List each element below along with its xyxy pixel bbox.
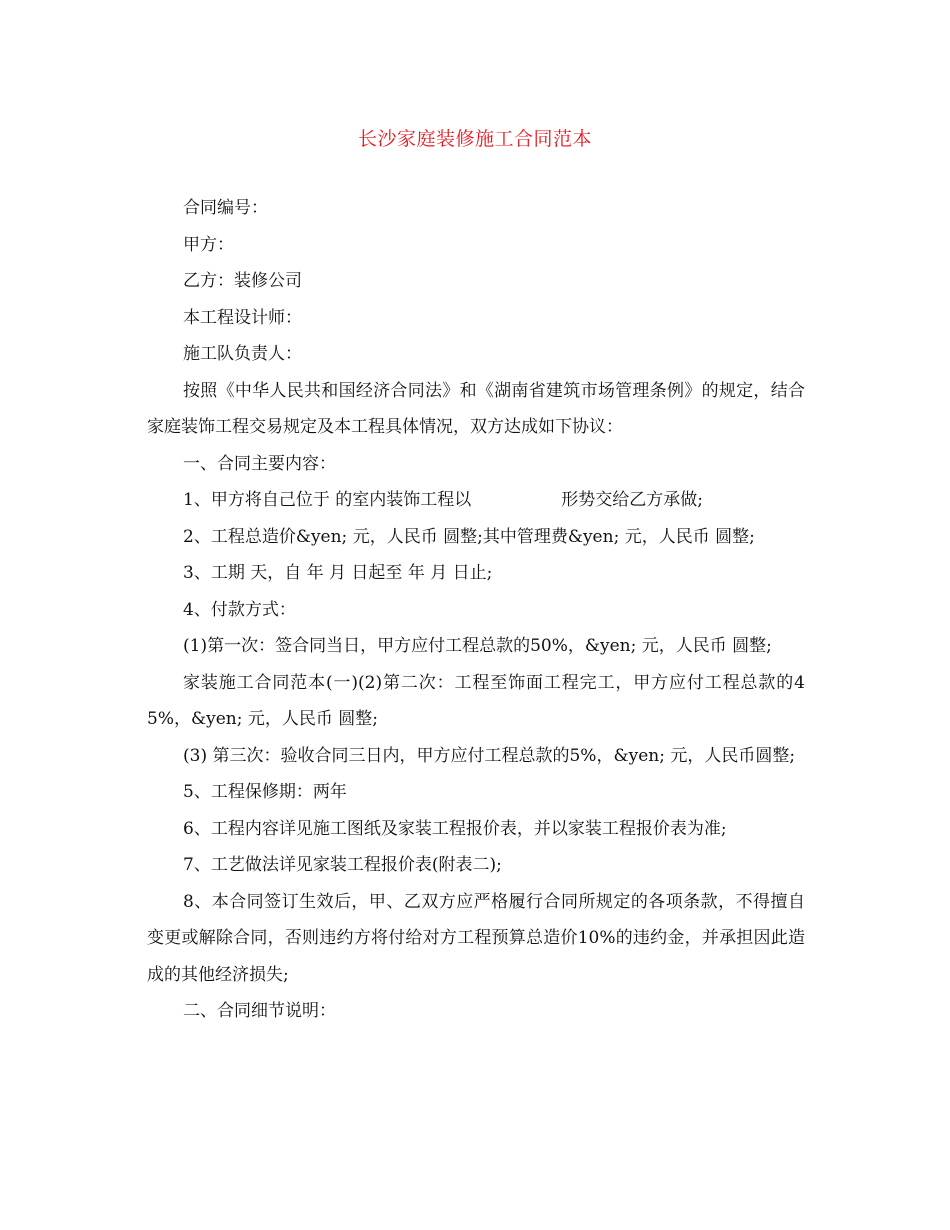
section-heading-main-content: 一、合同主要内容： — [183, 453, 336, 474]
paragraph-item-7: 7、工艺做法详见家装工程报价表(附表二); — [183, 855, 502, 875]
paragraph-contract-number: 合同编号： — [183, 198, 268, 218]
paragraph-item-6: 6、工程内容详见施工图纸及家装工程报价表，并以家装工程报价表为准; — [183, 818, 727, 839]
paragraph-item-3: 3、工期 天，自 年 月 日起至 年 月 日止; — [183, 563, 493, 583]
paragraph-item-4: 4、付款方式： — [183, 599, 296, 620]
paragraph-item-1 — [147, 482, 805, 519]
paragraph-party-b: 乙方：装修公司 — [183, 271, 302, 291]
paragraph-payment-1: (1)第一次：签合同当日，甲方应付工程总款的50%，&yen; 元，人民币 圆整; — [183, 636, 772, 656]
paragraph-item-5: 5、工程保修期：两年 — [183, 782, 347, 802]
paragraph-item-2: 2、工程总造价&yen; 元，人民币 圆整;其中管理费&yen; 元，人民币 圆整; — [183, 526, 755, 547]
paragraph-party-a: 甲方： — [183, 234, 234, 255]
item-1-text-end: 形势交给乙方承做; — [561, 490, 703, 510]
paragraph-designer: 本工程设计师： — [183, 307, 302, 328]
document-title: 长沙家庭装修施工合同范本 — [357, 128, 592, 150]
document-body — [147, 190, 805, 1030]
paragraph-team-leader: 施工队负责人： — [183, 344, 302, 364]
paragraph-payment-2: 家装施工合同范本(一)(2)第二次：工程至饰面工程完工，甲方应付工程总款的45%，&yen; 元，人民币 圆整; — [147, 672, 805, 729]
paragraph-item-8: 8、本合同签订生效后，甲、乙双方应严格履行合同所规定的各项条款，不得擅自变更或解除合同，否则违约方将付给对方工程预算总造价10%的违约金，并承担因此造成的其他经济损失; — [147, 891, 805, 985]
item-1-text-start: 1、甲方将自己位于 的室内装饰工程以 — [183, 490, 472, 510]
section-heading-details: 二、合同细节说明： — [183, 1001, 336, 1021]
paragraph-payment-3: (3) 第三次：验收合同三日内，甲方应付工程总款的5%，&yen; 元，人民币圆整; — [183, 745, 796, 766]
paragraph-preamble: 按照《中华人民共和国经济合同法》和《湖南省建筑市场管理条例》的规定，结合家庭装饰工程交易规定及本工程具体情况，双方达成如下协议： — [147, 380, 805, 437]
